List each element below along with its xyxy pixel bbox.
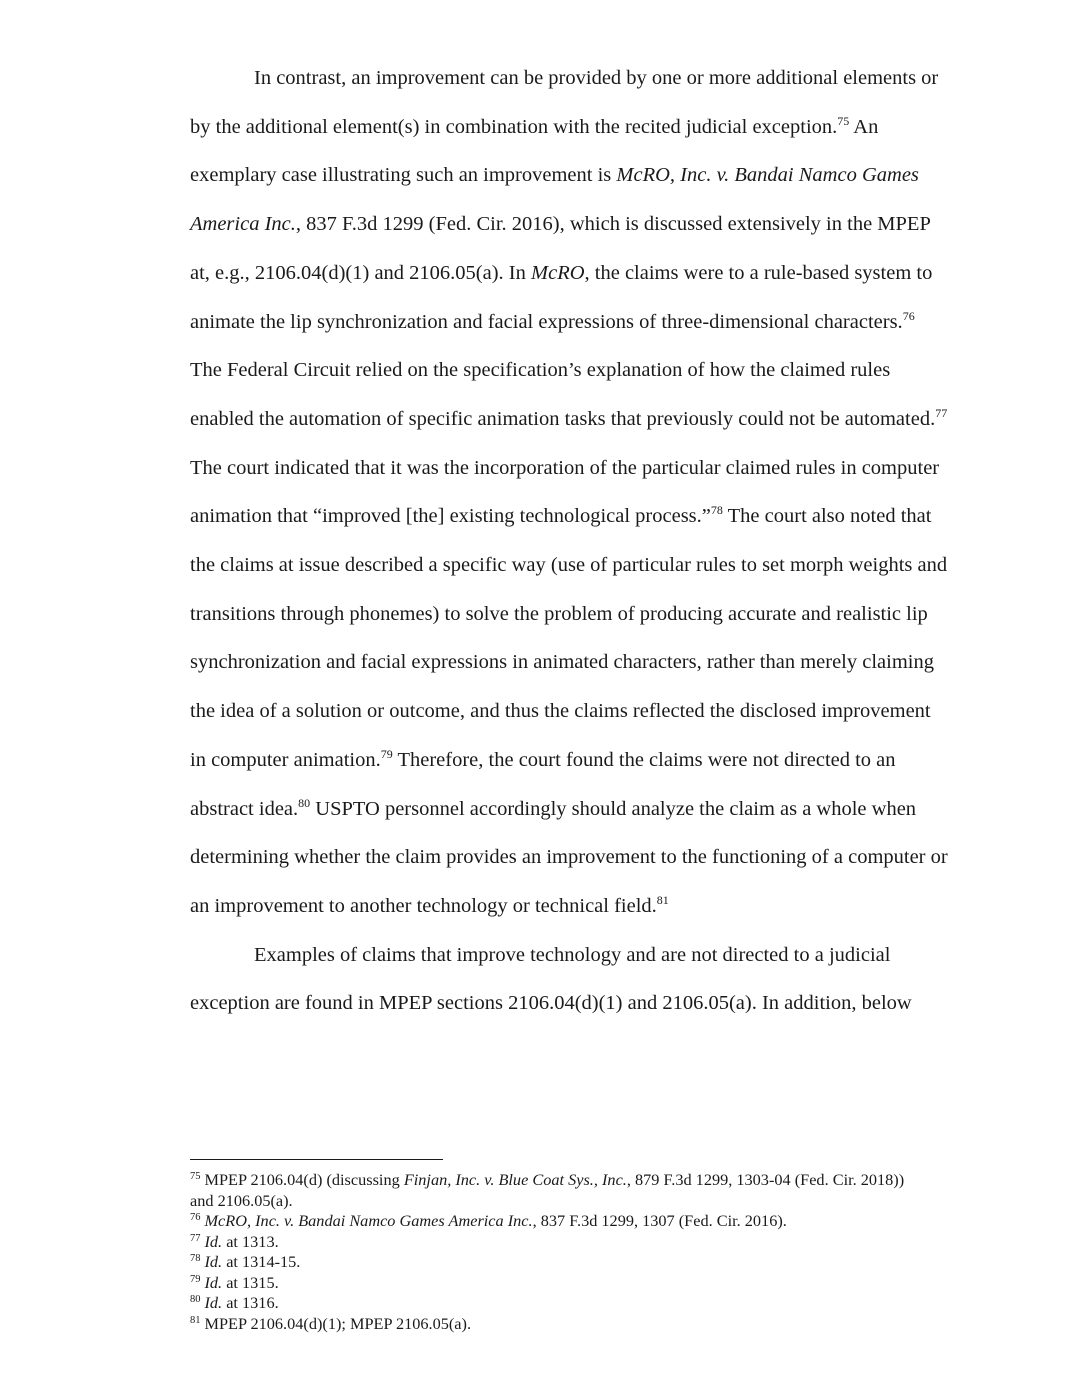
text-run: MPEP 2106.04(d) (discussing <box>204 1170 404 1189</box>
paragraph-improvement <box>190 54 950 931</box>
footnote-reference: 80 <box>298 795 311 810</box>
footnote-77 <box>190 1232 930 1253</box>
italic-text: Id. <box>204 1252 223 1271</box>
italic-text: Id. <box>204 1231 223 1251</box>
footnote-78 <box>190 1252 930 1273</box>
italic-text: McRO, Inc. v. Bandai Namco Games America Inc. <box>190 164 919 236</box>
footnote-reference: 79 <box>380 746 393 761</box>
paragraph-examples <box>190 931 950 1028</box>
footnote-number: 75 <box>190 1171 201 1182</box>
footnote-reference: 75 <box>837 113 850 128</box>
footnote-text <box>205 1211 787 1230</box>
footnote-text <box>205 1252 301 1271</box>
text-run: An exemplary case illustrating such an improvement is <box>190 115 879 187</box>
footnote-76 <box>190 1211 930 1232</box>
footnote-text <box>190 1170 904 1210</box>
text-run: , 879 F.3d 1299, 1303-04 (Fed. Cir. 2018)) and 2106.05(a). <box>190 1170 905 1210</box>
footnote-reference: 78 <box>710 503 723 518</box>
text-run: Examples of claims that improve technology and are not directed to a judicial exception are found in MPEP sections 2106.04(d)(1) and 2106.05(a). In addition, below <box>190 943 912 1015</box>
text-run: USPTO personnel accordingly should analyze the claim as a whole when determining whether the claim provides an improvement to the functioning of a computer or an improvement to another technology or technical field. <box>190 797 948 917</box>
footnote-number: 79 <box>190 1273 201 1285</box>
text-run: , the claims were to a rule-based system to animate the lip synchronization and facial expressions of three-dimensional characters. <box>190 261 933 333</box>
text-run: The court indicated that it was the incorporation of the particular claimed rules in computer animation that “improved [the] existing technological process.” <box>190 456 940 528</box>
text-run: Therefore, the court found the claims were not directed to an abstract idea. <box>190 748 896 820</box>
footnote-number: 81 <box>190 1314 201 1326</box>
text-run: at 1313. <box>222 1231 279 1251</box>
footnote-text <box>205 1293 279 1312</box>
footnote-reference: 77 <box>935 405 948 420</box>
body-text <box>190 54 950 1028</box>
text-run: The Federal Circuit relied on the specification’s explanation of how the claimed rules enabled the automation of specific animation tasks that previously could not be automated. <box>190 359 936 430</box>
text-run: at 1315. <box>222 1272 279 1292</box>
italic-text: McRO <box>531 261 585 284</box>
footnote-reference: 81 <box>656 892 669 907</box>
footnote-81 <box>190 1314 930 1335</box>
footnotes <box>190 1170 930 1334</box>
footnote-text <box>205 1314 472 1333</box>
text-run: at 1316. <box>222 1293 279 1312</box>
footnote-79 <box>190 1273 930 1294</box>
footnote-text <box>205 1273 279 1292</box>
italic-text: Id. <box>204 1272 223 1292</box>
text-run: MPEP 2106.04(d)(1); MPEP 2106.05(a). <box>204 1313 472 1333</box>
text-run: The court also noted that the claims at issue described a specific way (use of particular rules to set morph weights and transitions through phonemes) to solve the problem of producing accurate and realistic lip synchronization and facial expressions in animated characters, rather than merely claiming the idea of a solution or outcome, and thus the claims reflected the disclosed improvement in computer animation. <box>190 505 948 771</box>
italic-text: Finjan, Inc. v. Blue Coat Sys., Inc. <box>403 1170 627 1189</box>
footnote-number: 78 <box>190 1253 201 1264</box>
italic-text: McRO, Inc. v. Bandai Namco Games America Inc. <box>204 1211 533 1230</box>
footnote-number: 77 <box>190 1232 201 1244</box>
footnote-75 <box>190 1170 930 1211</box>
footnote-number: 80 <box>190 1294 201 1305</box>
italic-text: Id. <box>204 1293 223 1312</box>
footnote-text <box>205 1232 279 1251</box>
text-run: , 837 F.3d 1299 (Fed. Cir. 2016), which is discussed extensively in the MPEP at, e.g., 2106.04(d)(1) and 2106.05(a). In <box>190 213 931 284</box>
text-run: at 1314-15. <box>222 1252 301 1271</box>
footnote-number: 76 <box>190 1212 201 1223</box>
footnote-separator <box>190 1159 443 1160</box>
footnote-80 <box>190 1293 930 1314</box>
text-run: , 837 F.3d 1299, 1307 (Fed. Cir. 2016). <box>532 1211 787 1230</box>
footnote-reference: 76 <box>902 308 915 323</box>
text-run: In contrast, an improvement can be provided by one or more additional elements or by the additional element(s) in combination with the recited judicial exception. <box>190 67 939 138</box>
